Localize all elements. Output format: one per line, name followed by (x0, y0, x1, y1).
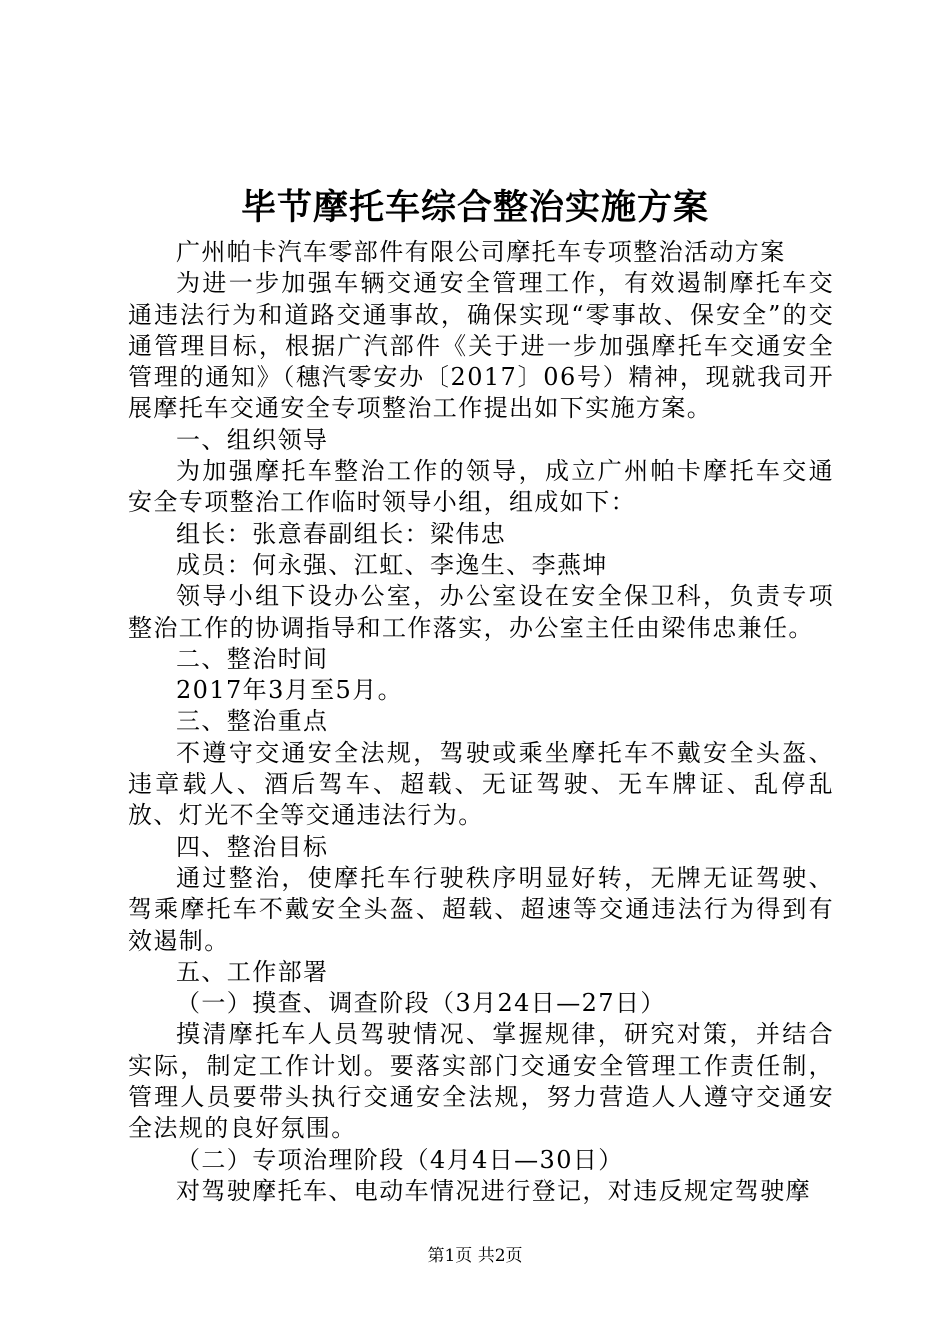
paragraph: 2017年3月至5月。 (176, 676, 404, 705)
section-heading: 四、整治目标 (176, 832, 329, 861)
section-heading: 三、整治重点 (176, 707, 329, 736)
paragraph: 摸清摩托车人员驾驶情况、掌握规律，研究对策，并结合实际，制定工作计划。要落实部门交通安全管理工作责任制，管理人员要带头执行交通安全法规，努力营造人人遵守交通安全法规的良好氛围。 (128, 1020, 834, 1143)
page-footer: 第1页 共2页 (427, 1246, 523, 1266)
paragraph: 领导小组下设办公室，办公室设在安全保卫科，负责专项整治工作的协调指导和工作落实，办公室主任由梁伟忠兼任。 (128, 582, 834, 642)
paragraph: 通过整治，使摩托车行驶秩序明显好转，无牌无证驾驶、驾乘摩托车不戴安全头盔、超载、超速等交通违法行为得到有效遏制。 (128, 863, 834, 955)
section-heading: 一、组织领导 (176, 425, 329, 454)
paragraph: 对驾驶摩托车、电动车情况进行登记，对违反规定驾驶摩 (176, 1176, 811, 1205)
paragraph: 为加强摩托车整治工作的领导，成立广州帕卡摩托车交通安全专项整治工作临时领导小组，组成如下： (128, 457, 834, 517)
document-title: 毕节摩托车综合整治实施方案 (240, 187, 709, 228)
paragraph: 成员：何永强、江虹、李逸生、李燕坤 (176, 550, 608, 579)
subsection-heading: （一）摸查、调查阶段（3月24日—27日） (176, 989, 666, 1018)
paragraph: 组长：张意春副组长：梁伟忠 (176, 519, 507, 548)
paragraph: 广州帕卡汽车零部件有限公司摩托车专项整治活动方案 (176, 238, 786, 266)
subsection-heading: （二）专项治理阶段（4月4日—30日） (176, 1145, 624, 1174)
section-heading: 五、工作部署 (176, 957, 329, 986)
document-body (128, 237, 834, 1207)
section-heading: 二、整治时间 (176, 644, 329, 673)
paragraph: 为进一步加强车辆交通安全管理工作，有效遏制摩托车交通违法行为和道路交通事故，确保实现“零事故、保安全”的交通管理目标，根据广汽部件《关于进一步加强摩托车交通安全管理的通知》（穗汽零安办〔2017〕06号）精神，现就我司开展摩托车交通安全专项整治工作提出如下实施方案。 (128, 269, 834, 423)
paragraph: 不遵守交通安全法规，驾驶或乘坐摩托车不戴安全头盔、违章载人、酒后驾车、超载、无证驾驶、无车牌证、乱停乱放、灯光不全等交通违法行为。 (128, 738, 834, 830)
